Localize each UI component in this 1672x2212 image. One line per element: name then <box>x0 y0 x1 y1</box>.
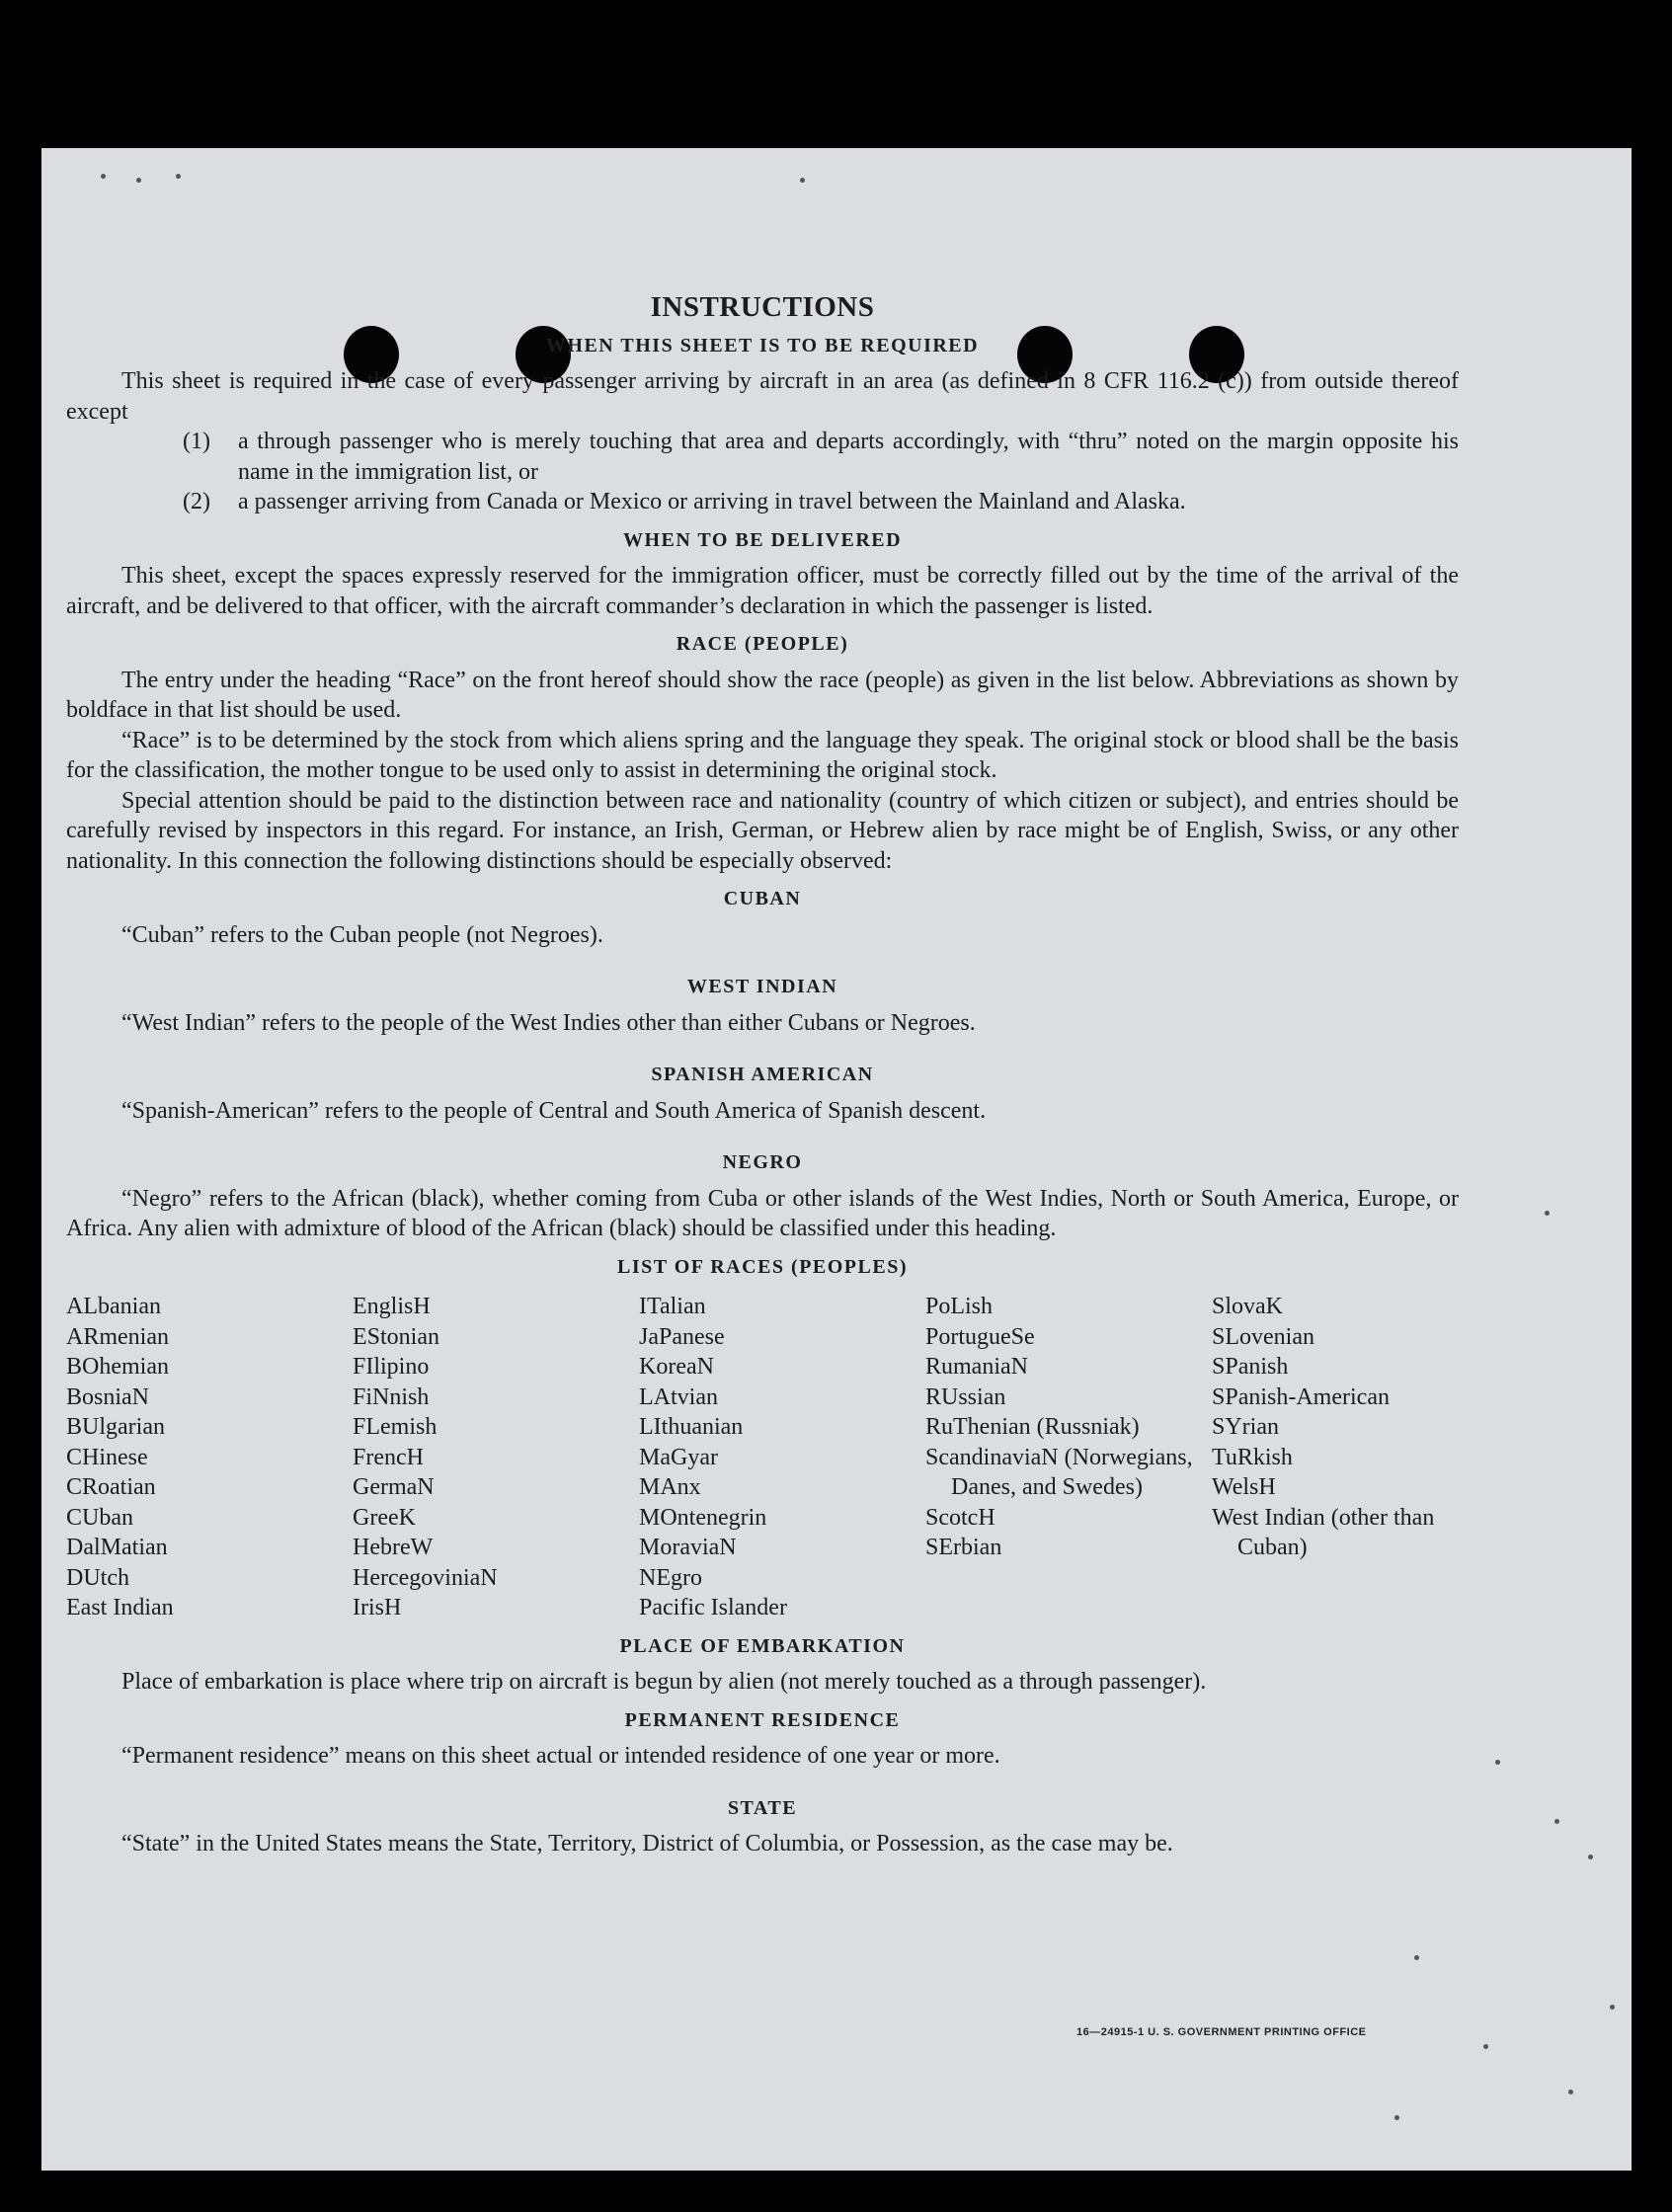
race-entry: CUban <box>66 1504 133 1531</box>
race-entry: RumaniaN <box>925 1354 1028 1380</box>
race-entry: GreeK <box>353 1504 416 1531</box>
race-entry: Pacific Islander <box>639 1595 787 1620</box>
section-heading: LIST OF RACES (PEOPLES) <box>616 1255 908 1278</box>
race-entry: PoLish <box>925 1294 994 1319</box>
race-entry: GermaN <box>353 1474 435 1500</box>
race-entry: EStonian <box>353 1323 439 1350</box>
paragraph: “Negro” refers to the African (black), whether coming from Cuba or other islands of the West Indies, North or South America, Europe, or Africa. Any alien with admixture of blood of the African (black) should be classified under this heading. <box>66 1185 1459 1241</box>
section-heading: WHEN TO BE DELIVERED <box>622 528 903 551</box>
paragraph: The entry under the heading “Race” on the front hereof should show the race (people) as given in the list below. Abbreviations as shown by boldface in that list should be used. <box>66 667 1459 723</box>
race-entry: IrisH <box>353 1595 402 1620</box>
race-entry: LIthuanian <box>639 1414 744 1440</box>
section-heading: STATE <box>727 1796 798 1819</box>
races-column <box>1212 1292 1498 1623</box>
race-entry: HercegoviniaN <box>353 1564 498 1591</box>
paragraph: “Cuban” refers to the Cuban people (not Negroes). <box>121 921 603 948</box>
race-entry: FrencH <box>353 1444 424 1470</box>
section-heading: WHEN THIS SHEET IS TO BE REQUIRED <box>545 334 980 356</box>
race-entry: RuThenian (Russniak) <box>925 1414 1140 1440</box>
list-item <box>183 427 1459 487</box>
item-text: a passenger arriving from Canada or Mexico or arriving in travel between the Mainland and Alaska. <box>238 489 1186 514</box>
race-entry: West Indian (other than Cuban) <box>1212 1504 1435 1560</box>
race-entry: JaPanese <box>639 1323 725 1350</box>
race-entry: ScandinaviaN (Norwegians, Danes, and Swedes) <box>925 1444 1193 1500</box>
item-number: (1) <box>183 429 210 454</box>
section-heading: NEGRO <box>722 1151 803 1173</box>
race-entry: KoreaN <box>639 1354 714 1380</box>
list-item <box>183 487 1459 517</box>
instructions-body <box>66 292 1459 1859</box>
section-heading: WEST INDIAN <box>686 976 838 997</box>
race-entry: SLovenian <box>1212 1323 1314 1350</box>
paragraph: “Permanent residence” means on this sheet actual or intended residence of one year or more. <box>121 1743 1000 1769</box>
race-entry: MOntenegrin <box>639 1504 767 1531</box>
section-heading: RACE (PEOPLE) <box>676 633 849 655</box>
race-entry: FIlipino <box>353 1354 430 1380</box>
race-entry: FLemish <box>353 1414 438 1440</box>
race-entry: SPanish <box>1212 1354 1289 1380</box>
race-entry: BOhemian <box>66 1354 169 1380</box>
item-text: a through passenger who is merely touching that area and departs accordingly, with “thru” noted on the margin opposite his name in the immigration list, or <box>238 429 1459 485</box>
paragraph: Place of embarkation is place where trip on aircraft is begun by alien (not merely touched as a through passenger). <box>121 1669 1207 1695</box>
race-entry: ALbanian <box>66 1294 161 1319</box>
race-entry: BUlgarian <box>66 1414 165 1440</box>
paragraph: “West Indian” refers to the people of the West Indies other than either Cubans or Negroes. <box>121 1009 976 1036</box>
races-column <box>925 1292 1212 1623</box>
race-entry: BosniaN <box>66 1383 149 1410</box>
printing-office-footer: 16—24915-1 U. S. GOVERNMENT PRINTING OFFICE <box>1076 2026 1367 2038</box>
race-entry: MoraviaN <box>639 1535 737 1560</box>
paragraph: “State” in the United States means the State, Territory, District of Columbia, or Possession, as the case may be. <box>121 1831 1173 1856</box>
race-entry: SYrian <box>1212 1414 1279 1440</box>
races-list <box>66 1292 1459 1623</box>
race-entry: LAtvian <box>639 1383 718 1410</box>
section-heading: PLACE OF EMBARKATION <box>619 1634 906 1657</box>
race-entry: HebreW <box>353 1535 434 1560</box>
paragraph: Special attention should be paid to the distinction between race and nationality (country of which citizen or subject), and entries should be carefully revised by inspectors in this regard. For instance, an Irish, German, or Hebrew alien by race might be of English, Swiss, or any other nationality. In this connection the following distinctions should be especially observed: <box>66 787 1459 874</box>
race-entry: PortugueSe <box>925 1323 1035 1350</box>
race-entry: DalMatian <box>66 1535 168 1560</box>
race-entry: SErbian <box>925 1535 1002 1560</box>
race-entry: EnglisH <box>353 1294 431 1319</box>
race-entry: ARmenian <box>66 1323 169 1350</box>
paragraph: This sheet, except the spaces expressly reserved for the immigration officer, must be correctly filled out by the time of the arrival of the aircraft, and be delivered to that officer, with the aircraft commander’s declaration in which the passenger is listed. <box>66 563 1459 619</box>
race-entry: East Indian <box>66 1595 174 1620</box>
race-entry: SPanish-American <box>1212 1383 1390 1410</box>
race-entry: FiNnish <box>353 1383 430 1410</box>
paragraph: This sheet is required in the case of every passenger arriving by aircraft in an area (as defined in 8 CFR 116.2 (c)) from outside thereof except <box>66 368 1459 425</box>
races-column <box>66 1292 353 1623</box>
race-entry: WelsH <box>1212 1474 1276 1500</box>
paragraph: “Race” is to be determined by the stock from which aliens spring and the language they speak. The original stock or blood shall be the basis for the classification, the mother tongue to be used only to assist in determining the original stock. <box>66 727 1459 783</box>
race-entry: NEgro <box>639 1564 702 1591</box>
race-entry: ITalian <box>639 1294 706 1319</box>
page-title: INSTRUCTIONS <box>650 291 875 323</box>
race-entry: ScotcH <box>925 1504 995 1531</box>
section-heading: PERMANENT RESIDENCE <box>624 1708 901 1731</box>
section-heading: CUBAN <box>723 888 802 909</box>
race-entry: RUssian <box>925 1383 1006 1410</box>
race-entry: CRoatian <box>66 1474 156 1500</box>
race-entry: MaGyar <box>639 1444 718 1470</box>
races-column <box>639 1292 925 1623</box>
section-heading: SPANISH AMERICAN <box>651 1064 874 1085</box>
races-column <box>353 1292 639 1623</box>
paragraph: “Spanish-American” refers to the people of Central and South America of Spanish descent. <box>121 1097 987 1124</box>
race-entry: TuRkish <box>1212 1444 1293 1470</box>
item-number: (2) <box>183 489 210 514</box>
race-entry: SlovaK <box>1212 1294 1283 1319</box>
race-entry: CHinese <box>66 1444 148 1470</box>
race-entry: DUtch <box>66 1564 129 1591</box>
race-entry: MAnx <box>639 1474 701 1500</box>
